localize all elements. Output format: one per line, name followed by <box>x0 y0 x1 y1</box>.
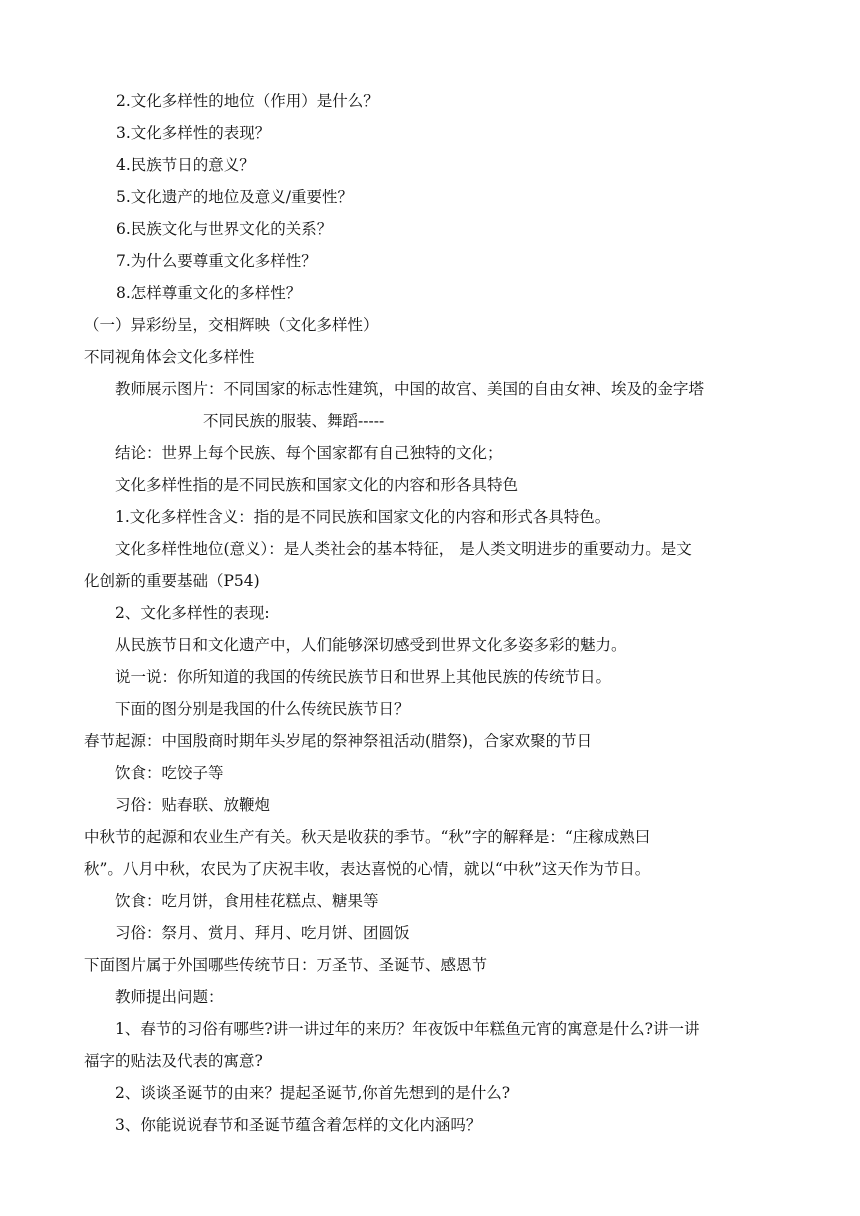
teacher-question-2: 2、谈谈圣诞节的由来？提起圣诞节,你首先想到的是什么? <box>115 1084 511 1102</box>
spring-festival-food: 饮食：吃饺子等 <box>115 764 224 782</box>
question-4: 4.民族节日的意义？ <box>116 156 255 174</box>
teacher-question-1-line-1: 1、春节的习俗有哪些?讲一讲过年的来历？年夜饭中年糕鱼元宵的寓意是什么?讲一讲 <box>115 1020 700 1038</box>
teacher-show-line: 教师展示图片：不同国家的标志性建筑，中国的故宫、美国的自由女神、埃及的金字塔 <box>115 380 705 398</box>
question-8: 8.怎样尊重文化的多样性？ <box>116 284 302 302</box>
question-3: 3.文化多样性的表现？ <box>116 124 271 142</box>
say-prompt: 说一说：你所知道的我国的传统民族节日和世界上其他民族的传统节日。 <box>115 668 612 686</box>
status-line-1: 文化多样性地位(意义）：是人类社会的基本特征， 是人类文明进步的重要动力。是文 <box>115 540 692 558</box>
status-line-2: 化创新的重要基础（P54) <box>84 572 260 590</box>
question-2: 2.文化多样性的地位（作用）是什么？ <box>116 92 379 110</box>
definition-intro: 文化多样性指的是不同民族和国家文化的内容和形各具特色 <box>115 476 519 494</box>
conclusion-line: 结论：世界上每个民族、每个国家都有自己独特的文化； <box>115 444 503 462</box>
question-7: 7.为什么要尊重文化多样性？ <box>116 252 317 270</box>
teacher-questions-heading: 教师提出问题： <box>115 988 224 1006</box>
spring-festival-custom: 习俗：贴春联、放鞭炮 <box>115 796 271 814</box>
point-2-heading: 2、文化多样性的表现: <box>115 604 270 622</box>
teacher-question-1-line-2: 福字的贴法及代表的寓意? <box>84 1052 263 1070</box>
point-2-text: 从民族节日和文化遗产中，人们能够深切感受到世界文化多姿多彩的魅力。 <box>115 636 627 654</box>
foreign-festivals: 下面图片属于外国哪些传统节日：万圣节、圣诞节、感恩节 <box>84 956 488 974</box>
midautumn-origin-line-1: 中秋节的起源和农业生产有关。秋天是收获的季节。“秋”字的解释是：“庄稼成熟曰 <box>84 828 651 846</box>
midautumn-food: 饮食：吃月饼，食用桂花糕点、糖果等 <box>115 892 379 910</box>
question-6: 6.民族文化与世界文化的关系？ <box>116 220 333 238</box>
spring-festival-origin: 春节起源：中国殷商时期年头岁尾的祭神祭祖活动(腊祭)，合家欢聚的节日 <box>84 732 593 750</box>
section-heading: （一）异彩纷呈，交相辉映（文化多样性） <box>84 316 379 334</box>
question-5: 5.文化遗产的地位及意义/重要性？ <box>116 188 354 206</box>
teacher-question-3: 3、你能说说春节和圣诞节蕴含着怎样的文化内涵吗？ <box>115 1116 482 1134</box>
subheading: 不同视角体会文化多样性 <box>84 348 255 366</box>
midautumn-custom: 习俗：祭月、赏月、拜月、吃月饼、团圆饭 <box>115 924 410 942</box>
midautumn-origin-line-2: 秋”。八月中秋，农民为了庆祝丰收，表达喜悦的心情，就以“中秋”这天作为节日。 <box>84 860 651 878</box>
teacher-show-continued: 不同民族的服装、舞蹈----- <box>203 412 385 430</box>
images-question: 下面的图分别是我国的什么传统民族节日？ <box>115 700 410 718</box>
point-1-definition: 1.文化多样性含义：指的是不同民族和国家文化的内容和形式各具特色。 <box>115 508 611 526</box>
